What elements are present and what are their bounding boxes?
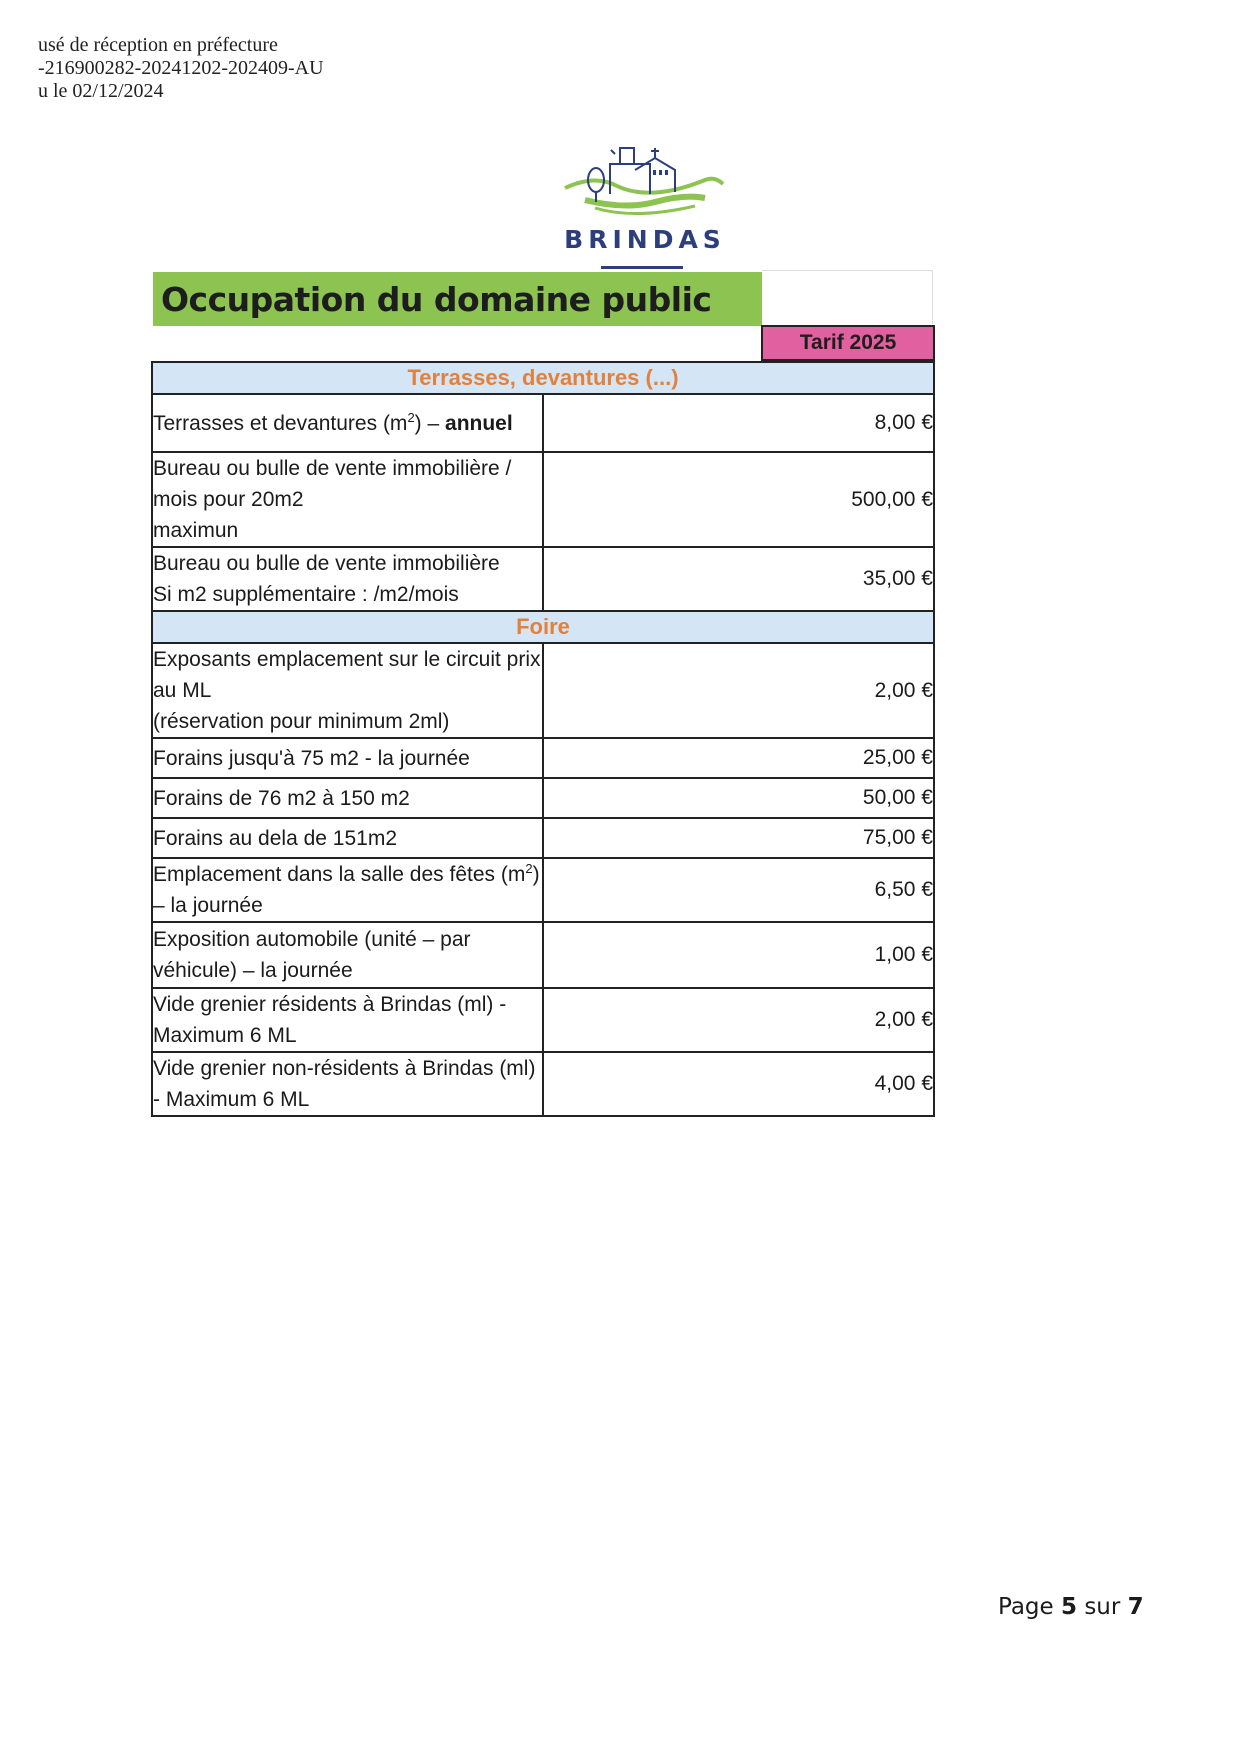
- page-total: 7: [1127, 1594, 1144, 1620]
- row-label: Forains jusqu'à 75 m2 - la journée: [152, 738, 543, 778]
- stamp-line-3: u le 02/12/2024: [38, 80, 164, 102]
- row-label: Forains au dela de 151m2: [152, 818, 543, 858]
- row-label: Terrasses et devantures $(m^2)$ – annuel: [152, 394, 543, 452]
- row-price: 500,00 €: [543, 452, 934, 547]
- table-row: [152, 738, 934, 778]
- stamp-line-2: -216900282-20241202-202409-AU: [38, 57, 324, 79]
- row-label: Exposition automobile (unité – par véhicule) – la journée: [152, 922, 543, 988]
- section-row: [152, 611, 934, 643]
- table-row: [152, 922, 934, 988]
- row-price: 1,00 €: [543, 922, 934, 988]
- row-label: Exposants emplacement sur le circuit prix au ML (réservation pour minimum 2ml): [152, 643, 543, 738]
- row-label: Forains de 76 m2 à 150 m2: [152, 778, 543, 818]
- table-row: [152, 858, 934, 922]
- row-price: 25,00 €: [543, 738, 934, 778]
- row-price: 6,50 €: [543, 858, 934, 922]
- table-row: [152, 988, 934, 1052]
- page-title: Occupation du domaine public: [161, 279, 712, 319]
- table-row: [152, 394, 934, 452]
- table-row: [152, 643, 934, 738]
- table-row: [152, 1052, 934, 1116]
- row-price: 2,00 €: [543, 988, 934, 1052]
- table-row: [152, 818, 934, 858]
- brindas-wordmark: BRINDAS: [564, 225, 726, 254]
- table-row: [152, 778, 934, 818]
- row-label: Bureau ou bulle de vente immobilière / mois pour 20m2 maximun: [152, 452, 543, 547]
- title-right-cell: [762, 270, 933, 324]
- tarif-header: Tarif 2025: [761, 325, 935, 361]
- row-label: Emplacement dans la salle des fêtes $(m^2)$ – la journée: [152, 858, 543, 922]
- row-price: 8,00 €: [543, 394, 934, 452]
- page-title-band: [153, 272, 762, 326]
- row-price: 4,00 €: [543, 1052, 934, 1116]
- table-row: [152, 452, 934, 547]
- page-number: 5: [1061, 1594, 1078, 1620]
- row-price: 50,00 €: [543, 778, 934, 818]
- row-price: 35,00 €: [543, 547, 934, 611]
- row-price: 2,00 €: [543, 643, 934, 738]
- page-footer: Page 5 sur 7: [998, 1594, 1144, 1620]
- table-row: [152, 547, 934, 611]
- row-label: Bureau ou bulle de vente immobilière Si m2 supplémentaire : /m2/mois: [152, 547, 543, 611]
- row-price: 75,00 €: [543, 818, 934, 858]
- tariff-table: [151, 361, 935, 1117]
- section-label: Terrasses, devantures (...): [152, 362, 934, 394]
- section-label: Foire: [152, 611, 934, 643]
- logo-underline: [601, 266, 683, 269]
- prefecture-stamp: [38, 34, 324, 103]
- section-row: [152, 362, 934, 394]
- row-label: Vide grenier résidents à Brindas (ml) - Maximum 6 ML: [152, 988, 543, 1052]
- row-label: Vide grenier non-résidents à Brindas (ml) - Maximum 6 ML: [152, 1052, 543, 1116]
- stamp-line-1: usé de réception en préfecture: [38, 34, 278, 56]
